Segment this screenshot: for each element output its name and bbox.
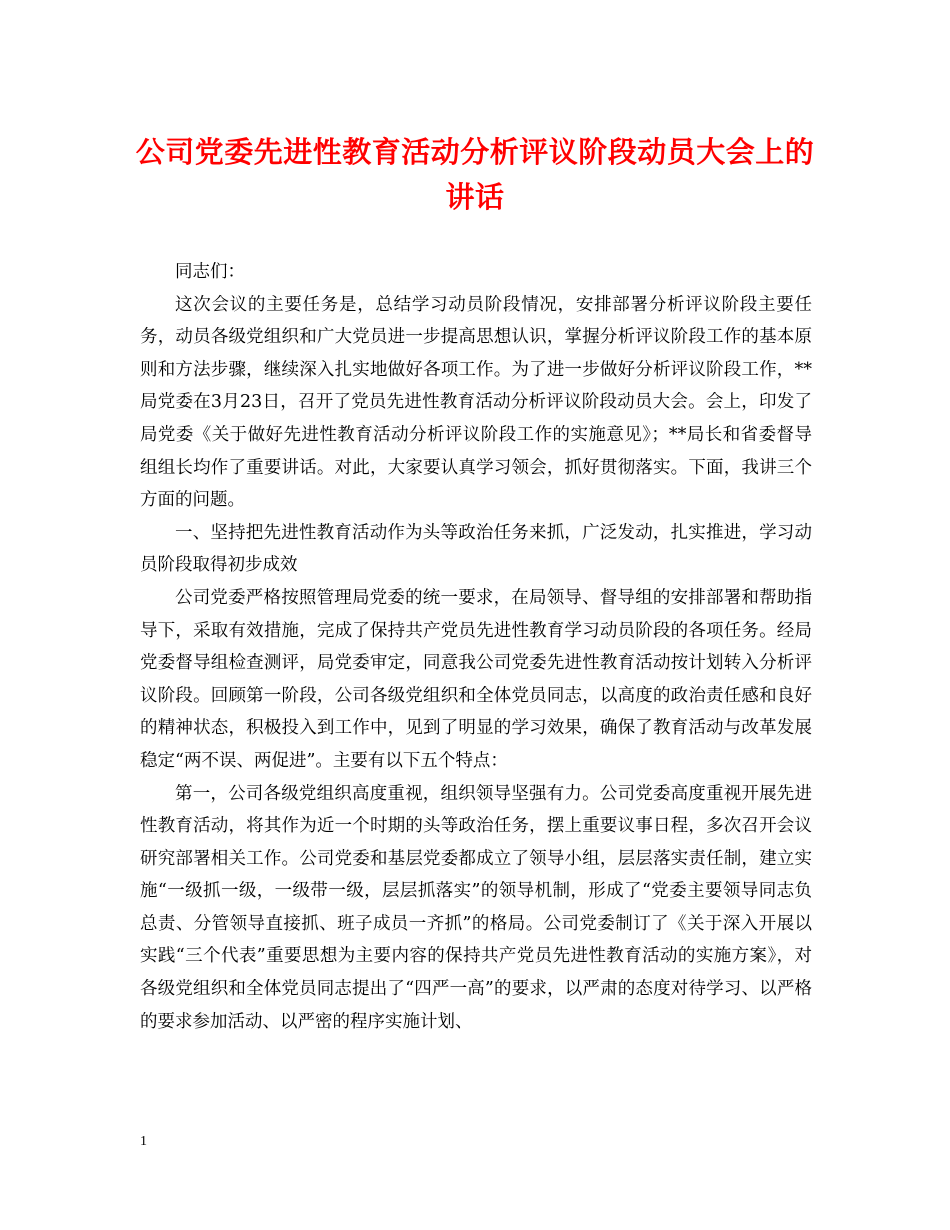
- salutation: 同志们：: [175, 262, 245, 282]
- document-title: 公司党委先进性教育活动分析评议阶段动员大会上的讲话: [135, 135, 815, 214]
- section-heading-1: 一、坚持把先进性教育活动作为头等政治任务来抓，广泛发动，扎实推进，学习动员阶段取得初步成效: [140, 522, 812, 576]
- paragraph-section-1: 公司党委严格按照管理局党委的统一要求，在局领导、督导组的安排部署和帮助指导下，采取有效措施，完成了保持共产党员先进性教育学习动员阶段的各项任务。经局党委督导组检查测评，局党委审定，同意我公司党委先进性教育活动按计划转入分析评议阶段。回顾第一阶段，公司各级党组织和全体党员同志，以高度的政治责任感和良好的精神状态，积极投入到工作中，见到了明显的学习效果，确保了教育活动与改革发展稳定“两不误、两促进”。主要有以下五个特点：: [140, 587, 812, 771]
- paragraph-point-1: 第一，公司各级党组织高度重视，组织领导坚强有力。公司党委高度重视开展先进性教育活动，将其作为近一个时期的头等政治任务，摆上重要议事日程，多次召开会议研究部署相关工作。公司党委和基层党委都成立了领导小组，层层落实责任制，建立实施“一级抓一级，一级带一级，层层抓落实”的领导机制，形成了“党委主要领导同志负总责、分管领导直接抓、班子成员一齐抓”的格局。公司党委制订了《关于深入开展以实践“三个代表”重要思想为主要内容的保持共产党员先进性教育活动的实施方案》，对各级党组织和全体党员同志提出了“四严一高”的要求，以严肃的态度对待学习、以严格的要求参加活动、以严密的程序实施计划、: [140, 783, 812, 1032]
- page-number: 1: [140, 1134, 147, 1149]
- paragraph-intro: 这次会议的主要任务是，总结学习动员阶段情况，安排部署分析评议阶段主要任务，动员各级党组织和广大党员进一步提高思想认识，掌握分析评议阶段工作的基本原则和方法步骤，继续深入扎实地做好各项工作。为了进一步做好分析评议阶段工作，**局党委在3月23日，召开了党员先进性教育活动分析评议阶段动员大会。会上，印发了局党委《关于做好先进性教育活动分析评议阶段工作的实施意见》；**局长和省委督导组组长均作了重要讲话。对此，大家要认真学习领会，抓好贯彻落实。下面，我讲三个方面的问题。: [140, 294, 812, 511]
- document-body: [140, 256, 812, 1038]
